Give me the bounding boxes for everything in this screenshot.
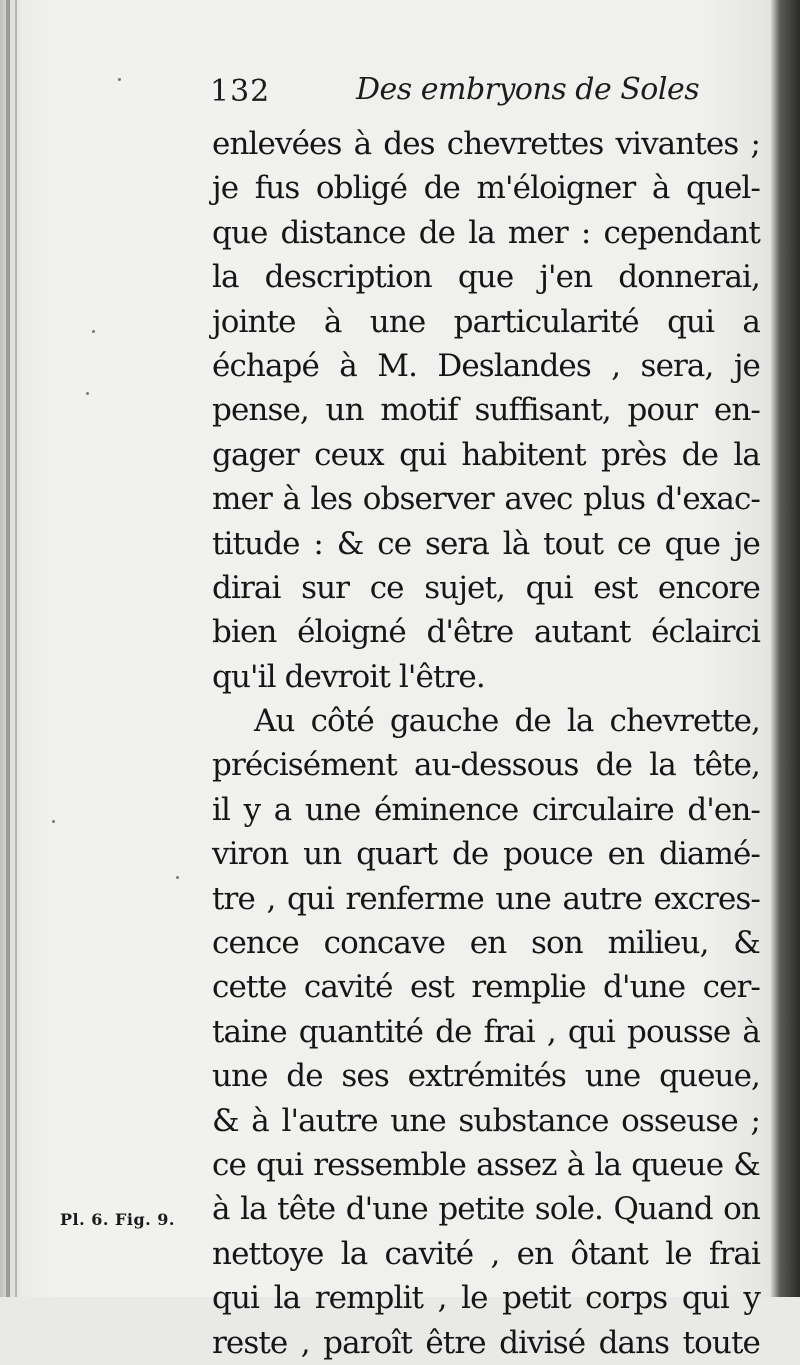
text-line: nettoye la cavité , en ôtant le frai [212,1235,760,1272]
paper-speck [176,876,179,879]
text-line: qu'il devroit l'être. [212,658,485,695]
text-line: ce qui ressemble assez à la queue & [212,1146,760,1183]
text-line: une de ses extrémités une queue, [212,1058,760,1095]
running-title: Des embryons de Soles [356,72,700,107]
text-line: pense, un motif suffisant, pour en- [212,392,760,429]
paper-speck [118,78,121,81]
text-line: cence concave en son milieu, & [212,925,760,962]
page-number: 132 [210,74,271,109]
text-line: bien éloigné d'être autant éclairci [212,614,760,651]
body-text [212,122,760,1365]
text-line: la description que j'en donnerai, [212,259,760,296]
paragraph-start-line: Au côté gauche de la chevrette, [254,703,760,740]
text-line: gager ceux qui habitent près de la [212,436,760,473]
text-line: il y a une éminence circulaire d'en- [212,791,760,828]
page-gutter [6,0,10,1297]
text-line: titude : & ce sera là tout ce que je [212,525,760,562]
text-line: qui la remplit , le petit corps qui y [212,1280,760,1317]
page-header [210,72,730,120]
text-line: viron un quart de pouce en diamé- [212,836,760,873]
margin-note: Pl. 6. Fig. 9. [60,1210,175,1229]
text-line: précisément au-dessous de la tête, [212,747,760,784]
text-line: tre , qui renferme une autre excres- [212,880,760,917]
text-line: reste , paroît être divisé dans toute [212,1324,760,1361]
paper-speck [52,820,55,823]
text-line: enlevées à des chevrettes vivantes ; [212,126,760,162]
text-line: jointe à une particularité qui a [212,303,760,340]
paper-speck [86,392,89,395]
text-line: cette cavité est remplie d'une cer- [212,969,760,1006]
text-line: dirai sur ce sujet, qui est encore [212,569,760,606]
text-line: que distance de la mer : cependant [212,214,760,251]
text-line: mer à les observer avec plus d'exac- [212,481,760,518]
paper-speck [92,330,95,333]
text-line: je fus obligé de m'éloigner à quel- [212,170,760,207]
text-line: taine quantité de frai , qui pousse à [212,1013,760,1050]
page-gutter-inner [15,0,17,1297]
text-line: à la tête d'une petite sole. Quand on [212,1191,760,1228]
text-line: & à l'autre une substance osseuse ; [212,1102,760,1139]
text-line: échapé à M. Deslandes , sera, je [212,347,760,384]
